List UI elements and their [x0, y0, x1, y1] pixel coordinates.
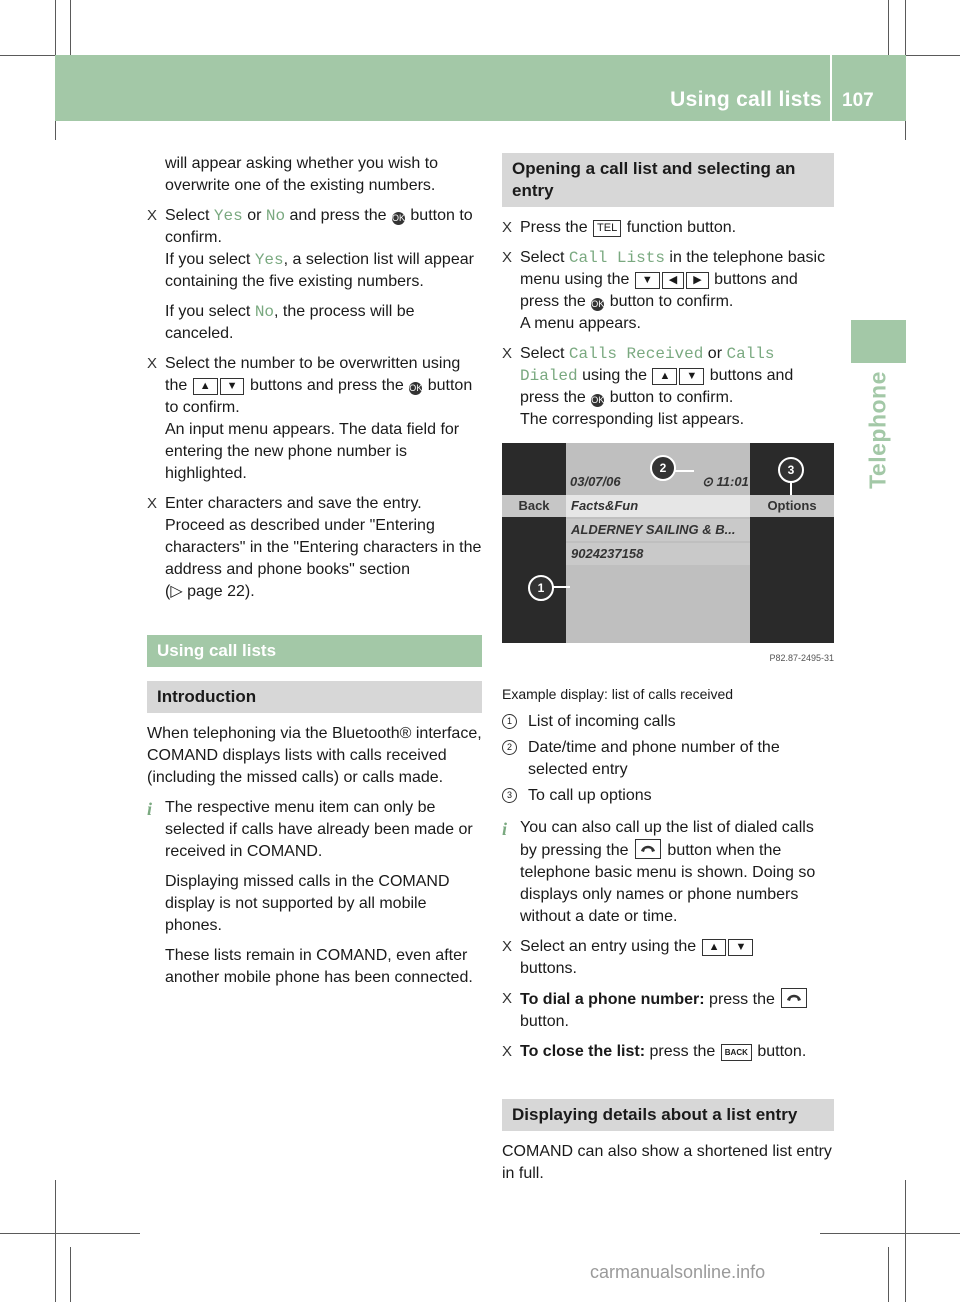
- ok-button-icon: OK: [409, 383, 423, 393]
- paragraph: will appear asking whether you wish to overwrite one of the existing numbers.: [165, 155, 439, 194]
- page-reference: (▷ page 22).: [165, 583, 255, 600]
- ok-button-icon: OK: [391, 213, 405, 223]
- step: X To dial a phone number: press the button.: [502, 988, 834, 1033]
- info-note: i The respective menu item can only be selected if calls have already been made or received in COMAND. Displaying missed calls in the COMAND display is not supported by all mobile phones. These lists remain in COMAND, even after another mobile phone has been connected.: [147, 799, 473, 986]
- option-no: No: [265, 207, 286, 225]
- example-display-screenshot: [502, 443, 834, 643]
- subsection-heading: Introduction: [147, 681, 482, 713]
- menu-calls-dialed: Calls Dialed: [520, 345, 775, 385]
- info-icon: i: [147, 799, 153, 819]
- display-options-softkey: Options: [750, 495, 834, 517]
- subsection-heading: Displaying details about a list entry: [502, 1099, 834, 1131]
- step: X Select Yes or No and press the OK button to confirm. If you select Yes, a selection list will appear containing the five existing numbers. If you select No, the process will be canceled.: [147, 205, 482, 345]
- option-yes: Yes: [213, 207, 243, 225]
- step: X Press the TEL function button.: [502, 217, 834, 239]
- right-key-icon: ▶: [686, 272, 708, 289]
- crop-mark: [70, 0, 71, 55]
- tel-key-icon: TEL: [593, 220, 621, 237]
- step: X Select Call Lists in the telephone basic menu using the ▼ ◀ ▶ buttons and press the OK button to confirm. A menu appears.: [502, 247, 834, 335]
- left-key-icon: ◀: [662, 272, 684, 289]
- right-column: [502, 153, 834, 1193]
- crop-mark: [55, 1180, 56, 1302]
- info-icon: i: [502, 819, 508, 839]
- watermark: carmanualsonline.info: [590, 1262, 766, 1282]
- up-key-icon: ▲: [702, 939, 727, 956]
- section-tab: [851, 320, 906, 363]
- down-key-icon: ▼: [635, 272, 660, 289]
- legend-item: 1 List of incoming calls: [502, 711, 834, 733]
- section-heading: Using call lists: [147, 635, 482, 667]
- callout-1: 1: [528, 575, 554, 601]
- down-key-icon: ▼: [679, 368, 704, 385]
- section-side-label: Telephone: [864, 371, 891, 489]
- callout-3: 3: [778, 457, 804, 483]
- legend-item: 2 Date/time and phone number of the selected entry: [502, 737, 834, 781]
- phone-button-icon: [781, 988, 807, 1008]
- crop-mark: [0, 1233, 140, 1234]
- menu-call-lists: Call Lists: [568, 249, 665, 267]
- header-divider: [830, 55, 832, 121]
- step: X Select Calls Received or Calls Dialed using the ▲ ▼ buttons and press the OK button to confirm. The corresponding list appears.: [502, 343, 834, 431]
- legend-number: 1: [502, 714, 517, 729]
- step: X Select an entry using the ▲ ▼ buttons.: [502, 936, 834, 980]
- display-back-softkey: Back: [502, 495, 566, 517]
- legend-number: 2: [502, 740, 517, 755]
- ok-button-icon: OK: [591, 299, 605, 309]
- crop-mark: [820, 1233, 960, 1234]
- step: X Enter characters and save the entry. Proceed as described under "Entering characters" in the "Entering characters in the address and phone books" section (▷ page 22).: [147, 493, 482, 603]
- crop-mark: [70, 1247, 71, 1302]
- display-time: ⊙ 11:01: [702, 474, 749, 489]
- ok-button-icon: OK: [591, 395, 605, 405]
- page-title: Using call lists: [670, 88, 822, 111]
- paragraph: When telephoning via the Bluetooth® interface, COMAND displays lists with calls received (including the missed calls) or calls made.: [147, 725, 482, 786]
- down-key-icon: ▼: [728, 939, 753, 956]
- figure-code: P82.87-2495-31: [769, 653, 834, 663]
- display-list-row: 9024237158: [566, 543, 750, 565]
- back-key-icon: BACK: [721, 1044, 752, 1061]
- crop-mark: [905, 1180, 906, 1302]
- up-key-icon: ▲: [652, 368, 677, 385]
- display-list-row: ALDERNEY SAILING & B...: [566, 519, 750, 541]
- subsection-heading: Opening a call list and selecting an entry: [502, 153, 834, 207]
- paragraph: COMAND can also show a shortened list entry in full.: [502, 1143, 832, 1182]
- info-note: i You can also call up the list of dialed calls by pressing the button when the telephone basic menu is shown. Doing so displays only names or phone numbers without a date or time.: [502, 819, 816, 925]
- callout-2: 2: [650, 455, 676, 481]
- display-list-row: Facts&Fun: [566, 495, 750, 517]
- down-key-icon: ▼: [220, 378, 245, 395]
- phone-button-icon: [635, 839, 661, 859]
- legend-item: 3 To call up options: [502, 785, 834, 807]
- crop-mark: [888, 1247, 889, 1302]
- display-date: 03/07/06: [570, 474, 621, 489]
- step: X To close the list: press the BACK button.: [502, 1041, 834, 1063]
- crop-mark: [888, 0, 889, 55]
- page-number: 107: [842, 90, 874, 111]
- step: X Select the number to be overwritten using the ▲ ▼ buttons and press the OK button to confirm. An input menu appears. The data field for entering the new phone number is highlighted.: [147, 353, 482, 485]
- menu-calls-received: Calls Received: [568, 345, 704, 363]
- legend-number: 3: [502, 788, 517, 803]
- figure-caption: Example display: list of calls received: [502, 686, 734, 702]
- left-column: [147, 153, 482, 997]
- up-key-icon: ▲: [193, 378, 218, 395]
